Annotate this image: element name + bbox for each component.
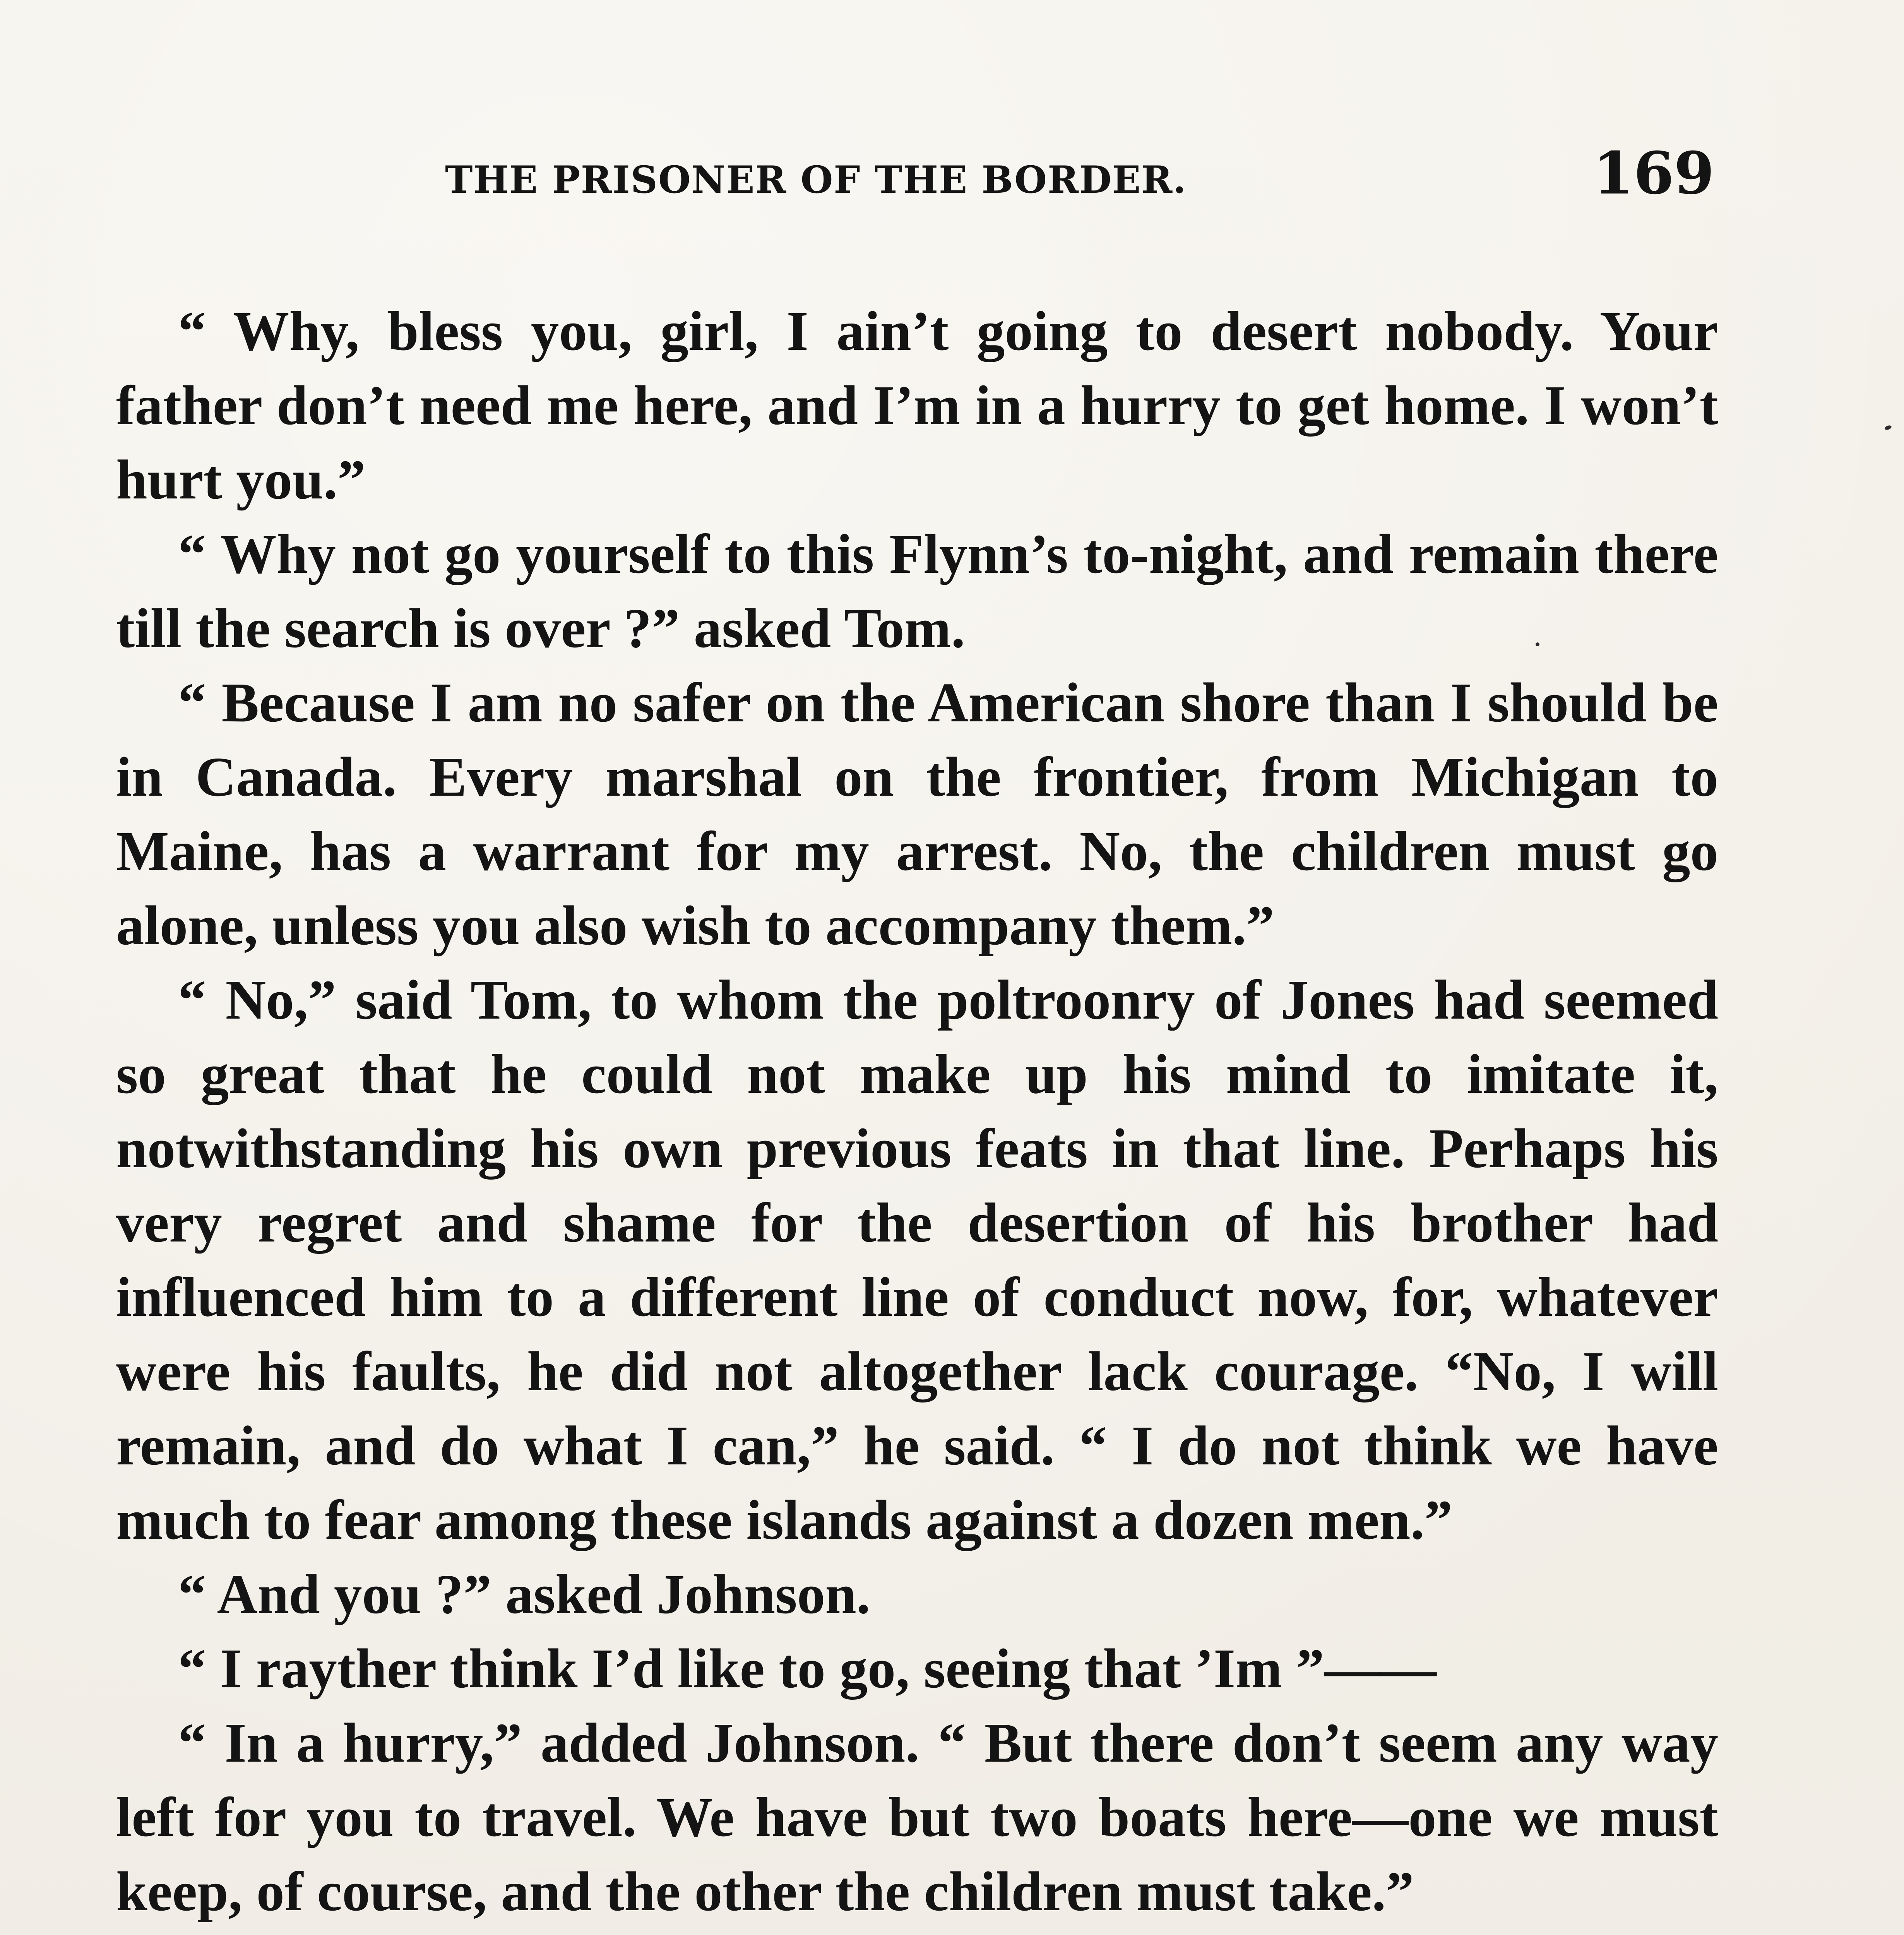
paragraph-3: “ Because I am no safer on the American shore than I should be in Canada. Every marshal on the frontier, from Michigan to Maine, has a warrant for my arrest. No, the children must go alone, unless you also wish to accompany them.”: [116, 672, 1718, 957]
page-number: 169: [1593, 139, 1714, 207]
paragraph-2: “ Why not go yourself to this Flynn’s to-night, and remain there till the search is over ?” asked Tom.: [116, 523, 1718, 659]
paragraph-8: [116, 1929, 1718, 1935]
running-head: THE PRISONER OF THE BORDER.: [445, 158, 1187, 202]
paragraph-1: “ Why, bless you, girl, I ain’t going to desert nobody. Your father don’t need me here, and I’m in a hurry to get home. I won’t hurt you.”: [116, 300, 1718, 511]
paragraph-7: “ In a hurry,” added Johnson. “ But there don’t seem any way left for you to travel. We have but two boats here—one we must keep, of course, and the other the children must take.”: [116, 1712, 1718, 1923]
ink-speck: [1884, 425, 1892, 431]
paragraph-4: “ No,” said Tom, to whom the poltroonry of Jones had seemed so great that he could not make up his mind to imitate it, notwithstanding his own previous feats in that line. Perhaps his very regret and shame for the desertion of his brother had influenced him to a different line of conduct now, for, whatever were his faults, he did not altogether lack courage. “No, I will remain, and do what I can,” he said. “ I do not think we have much to fear among these islands against a dozen men.”: [116, 969, 1718, 1551]
paragraph-5: “ And you ?” asked Johnson.: [178, 1563, 871, 1625]
body-text: [116, 294, 1718, 1935]
ink-speck: [1536, 642, 1539, 646]
paragraph-6: “ I rayther think I’d like to go, seeing that ’Im ”——: [178, 1638, 1437, 1700]
